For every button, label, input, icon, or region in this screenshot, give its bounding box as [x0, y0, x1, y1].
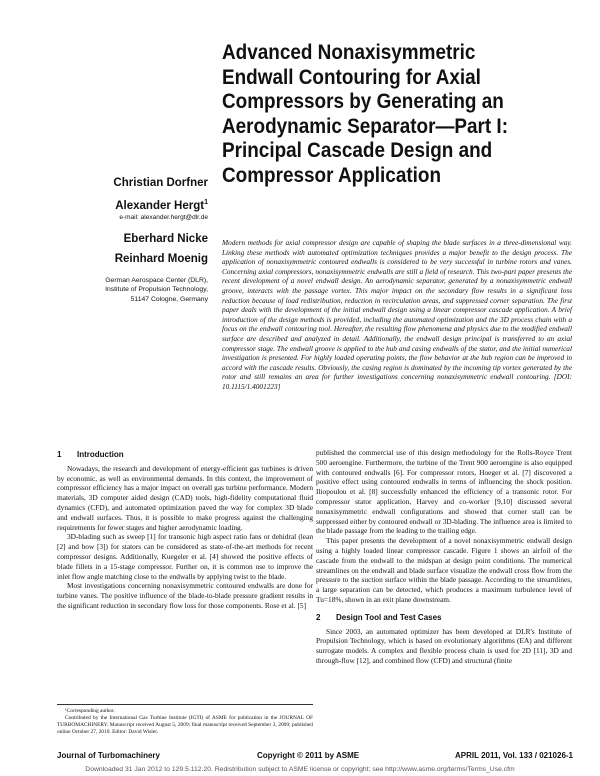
title-line: Endwall Contouring for Axial	[222, 64, 481, 89]
footer-copyright: Copyright © 2011 by ASME	[257, 751, 360, 760]
author-name-text: Alexander Hergt	[115, 199, 205, 212]
author-name: Eberhard Nicke	[123, 232, 208, 245]
download-notice: Downloaded 31 Jan 2012 to 129.5.112.20. Redistribution subject to ASME license or copyright; see http://www.asme.org/terms/Terms_Use.cfm	[85, 766, 515, 773]
title-line: Advanced Nonaxisymmetric	[222, 40, 476, 64]
body-column-right	[316, 448, 572, 666]
body-paragraph: Nowadays, the research and development of energy-efficient gas turbines is driven by economic, as well as environmental demands. In this context, the improvement of compressor efficiency has a major impact on overall gas turbine performance. Modern materials, 3D computer aided design (CAD) tools, high-fidelity computational fluid dynamics (CFD), and automated optimization paved the way for complex 3D blade and endwall surfaces. Thus, it is possible to make progress against the challenging requirements for fewer stages and higher aerodynamic loading.	[57, 463, 313, 532]
title-line: Aerodynamic Separator—Part I:	[222, 113, 508, 138]
footer-journal: Journal of Turbomachinery	[57, 751, 160, 760]
paper-title	[222, 40, 539, 187]
author-block	[10, 176, 208, 305]
footnotes	[57, 704, 313, 736]
footnote-corresponding: ¹Corresponding author.	[65, 708, 115, 714]
body-paragraph: Since 2003, an automated optimizer has been developed at DLR's Institute of Propulsion Technology, which is based on evolutionary algorithms (EA) and different surrogate models. A complex and flexible process chain is used for 2D [11], 3D and through-flow [12], and combined flow (CFD) and structural (finite	[316, 626, 572, 665]
author-name-corresponding	[10, 196, 208, 213]
author-email[interactable]: e-mail: alexander.hergt@dlr.de	[119, 213, 208, 221]
author-footnote-mark: 1	[204, 199, 208, 206]
section-heading-introduction	[57, 450, 313, 460]
body-paragraph: 3D-blading such as sweep [1] for transonic high aspect ratio fans or dehidral (lean [2] and bow [3]) for stators can be considered as state-of-the-art methods for recent compressor designs. Additionally, Kuegeler et al. [4] showed the positive effects of blade fillets in a 15-stage compressor. Further on, it is common use to improve the inlet flow angle matching close to the endwalls by applying twist to the blade.	[57, 532, 313, 581]
affiliation-line: Institute of Propulsion Technology,	[105, 286, 208, 294]
footer-issue: APRIL 2011, Vol. 133 / 021026-1	[455, 751, 573, 760]
affiliation-line: German Aerospace Center (DLR),	[105, 276, 208, 284]
author-affiliation	[10, 276, 208, 305]
body-paragraph: Most investigations concerning nonaxisymmetric contoured endwalls are done for turbine vanes. The positive influence of the blade-to-blade pressure gradient results in the significant reduction in secondary flow loss for those components. Rose et al. [5]	[57, 581, 313, 610]
section-number: 1	[57, 450, 62, 459]
affiliation-line: 51147 Cologne, Germany	[130, 296, 208, 304]
page-footer	[57, 751, 573, 763]
body-column-left	[57, 448, 313, 611]
title-line: Principal Cascade Design and	[222, 138, 493, 162]
author-name: Christian Dorfner	[113, 177, 208, 189]
body-paragraph: published the commercial use of this design methodology for the Rolls-Royce Trent 500 aeroengine. Furthermore, the turbine of the Trent 900 aeroengine is also equipped with contoured endwalls [6]. For compressor rotors, Hoeger et al. [7] discovered a positive effect using contoured endwalls in terms of influencing the shock position. Iliopoulou et al. [8] successfully enhanced the efficiency of a transonic rotor. For compressor stator application, Harvey and co-worker [9,10] discussed several nonaxisymmetric endwall configurations and showed that corner stall can be suppressed either by contoured endwall or 3D-blading. The influence area is limited to the blade passage from the leading to the trailing edge.	[316, 448, 572, 536]
section-heading-design-tool	[316, 613, 572, 623]
abstract: Modern methods for axial compressor design are capable of shaping the blade surfaces in a three-dimensional way. Linking these methods with automated optimization techniques provides a major benefit to the design process. The application of nonaxisymmetric contoured endwalls is considered to be very successful in turbine rotors and vanes. Concerning axial compressors, nonaxisymmetric endwalls are still a field of research. This two-part paper presents the recent development of a novel endwall design. An aerodynamic separator, generated by a nonaxisymmetric endwall groove, interacts with the passage vortex. This major impact on the secondary flow results in a significant loss reduction because of load redistribution, reduction in recirculation areas, and suppressed corner separation. The first paper deals with the development of the initial endwall design using a linear compressor cascade application. A brief introduction of the design methods is provided, including the automated optimization and the 3D process chain with a focus on the endwall contouring tool. Hereafter, the resulting flow phenomena and physics due to the modified endwall surface are described and analyzed in detail. Additionally, the endwall design principal is transferred to an axial compressor stage. The endwall groove is applied to the hub and casing endwalls of the stator, and the initial numerical investigation is presented. For highly loaded operating points, the flow behavior at the hub region can be improved in accord with the cascade results. Obviously, the casing region is dominated by the incoming tip vortex generated by the rotor and still remains an area for further investigations concerning nonaxisymmetric endwall contouring. [DOI: 10.1115/1.4001223]	[222, 238, 572, 391]
section-title: Introduction	[77, 450, 124, 459]
author-name: Reinhard Moenig	[114, 252, 208, 265]
section-number: 2	[316, 612, 321, 622]
footnote-contributed: Contributed by the International Gas Turbine Institute (IGTI) of ASME for publication in the JOURNAL OF TURBOMACHINERY. Manuscript received August 5, 2009; final manuscript received September 3, 2009; published online October 27, 2010. Editor: David Wisler.	[57, 715, 313, 735]
title-line: Compressor Application	[222, 162, 442, 187]
body-paragraph: This paper presents the development of a novel nonaxisymmetric endwall design using a highly loaded linear compressor cascade. Figure 1 shows an airfoil of the cascade from the endwall to the midspan at design point conditions. The numerical streamlines on the endwall and blade surface visualize the endwall cross flow from the pressure to the suction surface within the blade passage. According to the streamlines, a large separation can be detected, which produces a maximum turbulence level of Tu=18%, shown in an exit plane downstream.	[316, 536, 572, 604]
section-title: Design Tool and Test Cases	[336, 612, 442, 622]
title-line: Compressors by Generating an	[222, 89, 504, 113]
